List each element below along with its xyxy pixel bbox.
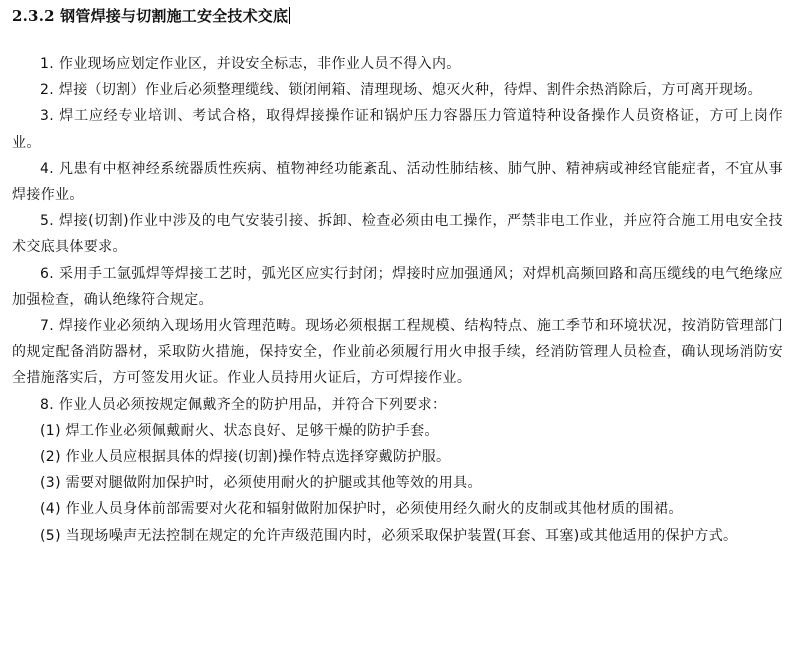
paragraph-5: 5. 焊接(切割)作业中涉及的电气安装引接、拆卸、检查必须由电工操作，严禁非电工作业，并应符合施工用电安全技术交底具体要求。 xyxy=(12,213,783,256)
section-heading-text: 2.3.2 钢管焊接与切割施工安全技术交底 xyxy=(12,7,289,25)
sub-item-3: (3) 需要对腿做附加保护时，必须使用耐火的护腿或其他等效的用具。 xyxy=(40,475,482,492)
section-heading xyxy=(12,6,783,30)
paragraph-4: 4. 凡患有中枢神经系统器质性疾病、植物神经功能紊乱、活动性肺结核、肺气肿、精神病或神经官能症者，不宜从事焊接作业。 xyxy=(12,160,783,204)
sub-item-1: (1) 焊工作业必须佩戴耐火、状态良好、足够干燥的防护手套。 xyxy=(40,422,439,439)
sub-item-2: (2) 作业人员应根据具体的焊接(切割)操作特点选择穿戴防护服。 xyxy=(40,449,451,466)
text-cursor xyxy=(289,7,290,24)
paragraph-2: 2. 焊接（切割）作业后必须整理缆线、锁闭闸箱、清理现场、熄灭火种，待焊、割件余热消除后，方可离开现场。 xyxy=(40,82,763,99)
sub-item-5: (5) 当现场噪声无法控制在规定的允许声级范围内时，必须采取保护装置(耳套、耳塞)或其他适用的保护方式。 xyxy=(40,527,738,544)
paragraph-7: 7. 焊接作业必须纳入现场用火管理范畴。现场必须根据工程规模、结构特点、施工季节和环境状况，按消防管理部门的规定配备消防器材，采取防火措施，保持安全，作业前必须履行用火申报手续，经消防管理人员检查，确认现场消防安全措施落实后，方可签发用火证。作业人员持用火证后，方可焊接作业。 xyxy=(12,318,783,387)
paragraph-8: 8. 作业人员必须按规定佩戴齐全的防护用品，并符合下列要求： xyxy=(40,396,447,413)
paragraph-6: 6. 采用手工氩弧焊等焊接工艺时，弧光区应实行封闭；焊接时应加强通风；对焊机高频回路和高压缆线的电气绝缘应加强检查，确认绝缘符合规定。 xyxy=(12,265,783,308)
paragraph-3: 3. 焊工应经专业培训、考试合格，取得焊接操作证和锅炉压力容器压力管道特种设备操作人员资格证，方可上岗作业。 xyxy=(12,108,783,151)
paragraph-1: 1. 作业现场应划定作业区，并设安全标志，非作业人员不得入内。 xyxy=(40,56,461,72)
sub-item-4: (4) 作业人员身体前部需要对火花和辐射做附加保护时，必须使用经久耐火的皮制或其他材质的围裙。 xyxy=(40,501,683,518)
